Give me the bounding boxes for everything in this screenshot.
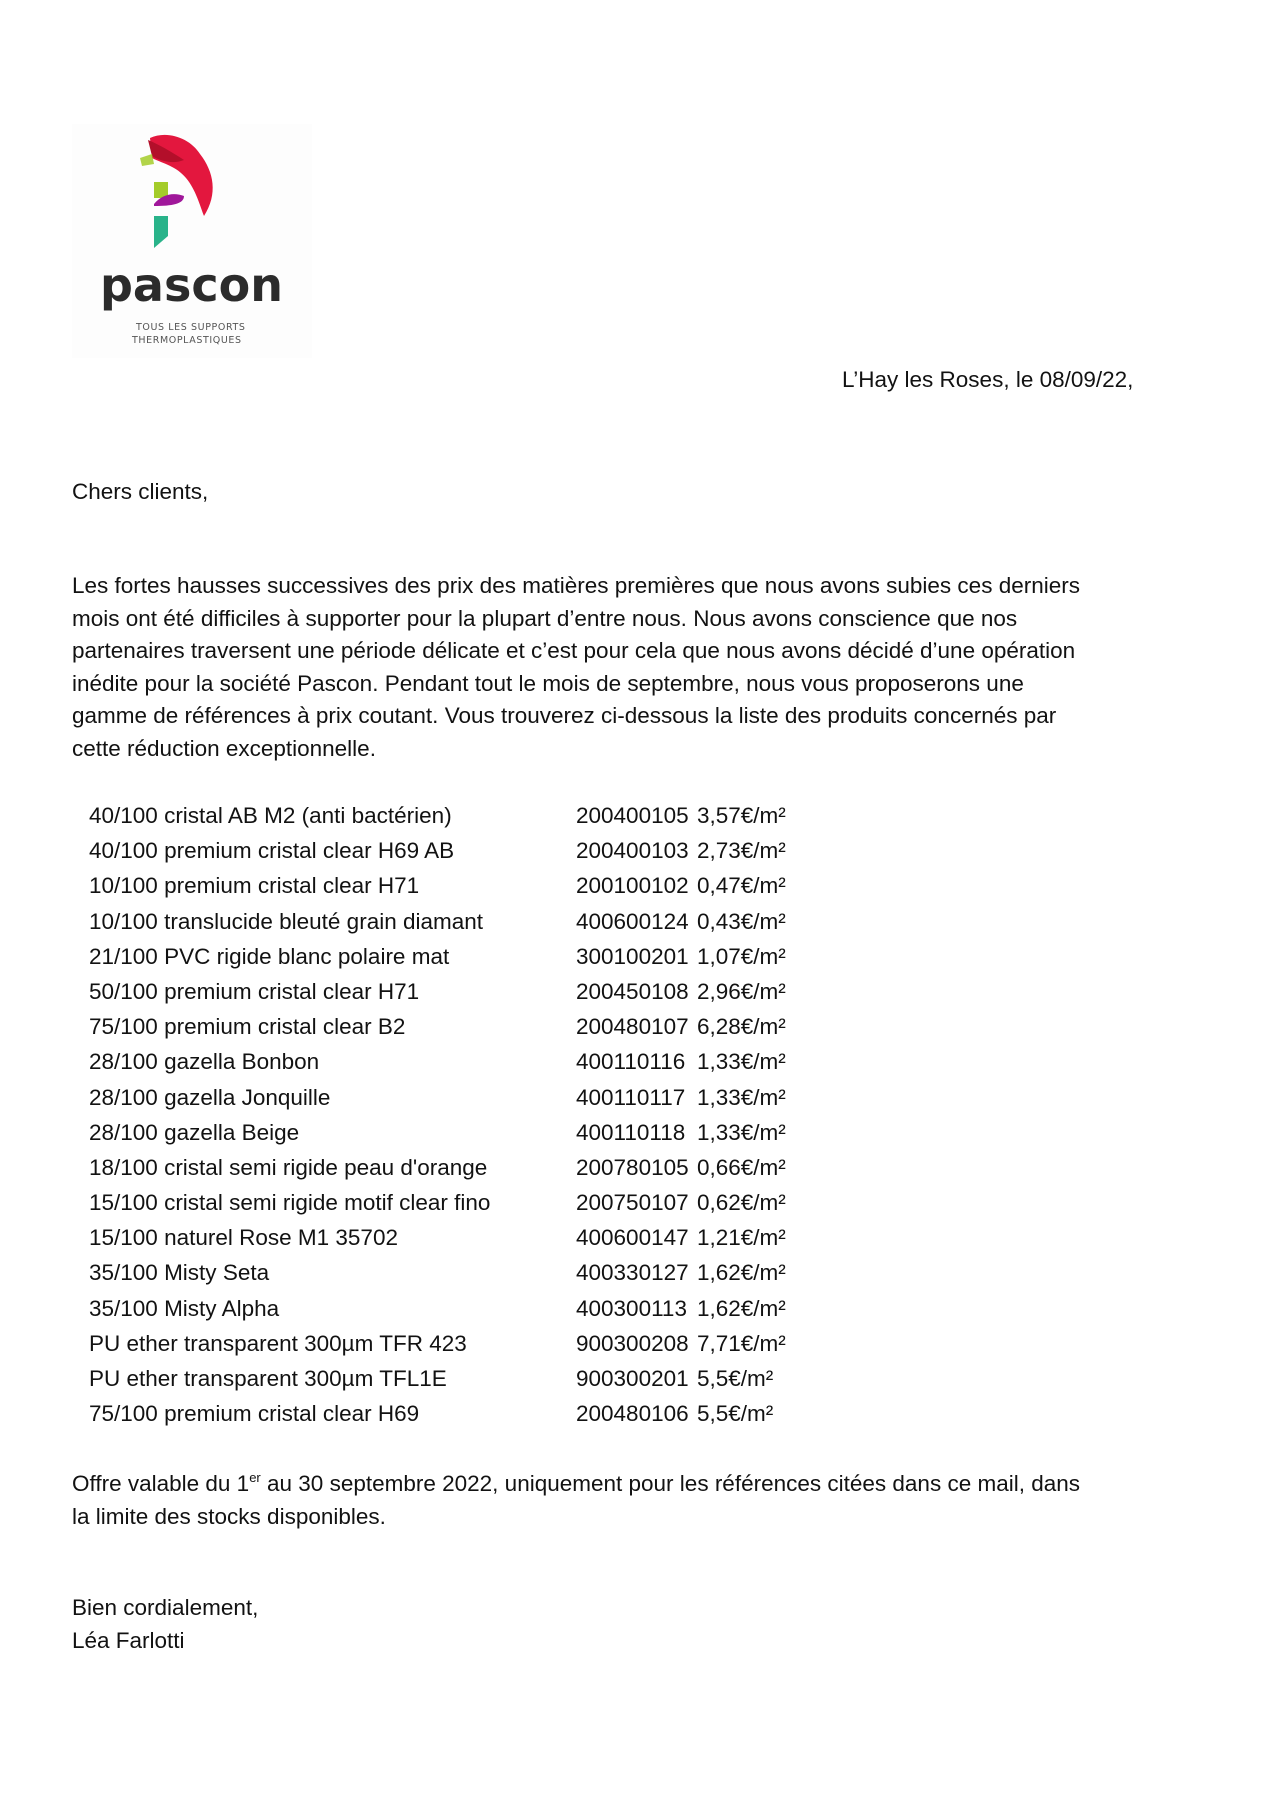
product-price: 2,96€/m² <box>697 978 786 1004</box>
offer-line-2: la limite des stocks disponibles. <box>72 1503 386 1529</box>
product-ref: 200400105 <box>576 803 689 828</box>
product-name: 28/100 gazella Beige <box>89 1119 300 1145</box>
product-price: 7,71€/m² <box>697 1330 786 1356</box>
product-ref: 300100201 <box>576 943 689 969</box>
product-ref: 200780105 <box>576 1154 689 1180</box>
product-name: PU ether transparent 300µm TFR 423 <box>89 1330 467 1356</box>
salutation: Bien cordialement, <box>72 1595 259 1620</box>
product-name: 15/100 cristal semi rigide motif clear fino <box>89 1190 491 1216</box>
product-name: 21/100 PVC rigide blanc polaire mat <box>89 943 450 969</box>
product-price: 0,43€/m² <box>697 908 786 934</box>
product-ref: 400110118 <box>576 1119 686 1145</box>
product-price: 5,5€/m² <box>697 1401 774 1427</box>
intro-line: mois ont été difficiles à supporter pour la plupart d’entre nous. Nous avons conscience que nos <box>72 605 1018 631</box>
offer-paragraph <box>72 1468 1080 1533</box>
product-price: 1,33€/m² <box>697 1084 786 1110</box>
product-ref: 400300113 <box>576 1295 687 1321</box>
logo-wordmark: pascon <box>100 258 283 312</box>
logo-tagline-line1: TOUS LES SUPPORTS <box>136 322 246 333</box>
product-name: 75/100 premium cristal clear B2 <box>89 1014 406 1040</box>
product-name: 35/100 Misty Seta <box>89 1260 270 1286</box>
place-date: L’Hay les Roses, le 08/09/22, <box>842 367 1134 392</box>
product-ref: 200100102 <box>576 873 689 899</box>
product-name: 18/100 cristal semi rigide peau d'orange <box>89 1154 488 1180</box>
product-ref: 200450108 <box>576 978 689 1004</box>
intro-line: gamme de références à prix coutant. Vous trouverez ci-dessous la liste des produits concernés par <box>72 703 1057 729</box>
product-name: 75/100 premium cristal clear H69 <box>89 1401 420 1427</box>
product-name: 50/100 premium cristal clear H71 <box>89 978 420 1004</box>
product-price: 3,57€/m² <box>697 803 786 828</box>
logo-tagline-line2: THERMOPLASTIQUES <box>132 335 242 346</box>
intro-paragraph <box>72 570 1212 766</box>
intro-line: partenaires traversent une période délicate et c’est pour cela que nous avons décidé d’une opération <box>72 638 1076 664</box>
product-ref: 200400103 <box>576 838 689 864</box>
product-price: 1,07€/m² <box>697 943 786 969</box>
product-name: 28/100 gazella Jonquille <box>89 1084 331 1110</box>
product-ref: 400110116 <box>576 1049 686 1075</box>
product-price: 6,28€/m² <box>697 1014 786 1040</box>
product-price: 1,33€/m² <box>697 1049 786 1075</box>
product-price: 5,5€/m² <box>697 1366 774 1391</box>
product-name: 10/100 translucide bleuté grain diamant <box>89 908 484 934</box>
greeting: Chers clients, <box>72 479 209 504</box>
product-name: PU ether transparent 300µm TFL1E <box>89 1366 447 1391</box>
product-name: 10/100 premium cristal clear H71 <box>89 873 420 899</box>
product-ref: 400600147 <box>576 1225 689 1251</box>
product-ref: 900300208 <box>576 1330 689 1356</box>
product-price: 2,73€/m² <box>697 838 786 864</box>
product-price: 0,47€/m² <box>697 873 786 899</box>
product-ref: 200480106 <box>576 1401 689 1427</box>
intro-line: inédite pour la société Pascon. Pendant tout le mois de septembre, nous vous proposerons une <box>72 670 1024 696</box>
closing-block <box>72 1592 258 1657</box>
product-name: 28/100 gazella Bonbon <box>89 1049 320 1075</box>
product-name: 40/100 premium cristal clear H69 AB <box>89 838 455 864</box>
product-price: 1,21€/m² <box>697 1225 786 1251</box>
product-ref: 900300201 <box>576 1366 689 1391</box>
product-price: 1,33€/m² <box>697 1119 786 1145</box>
product-ref: 200750107 <box>576 1190 689 1216</box>
pascon-logo <box>72 124 312 358</box>
ordinal-superscript: er <box>249 1470 261 1485</box>
offer-line-1 <box>72 1468 1080 1501</box>
product-ref: 400110117 <box>576 1084 686 1110</box>
product-price: 1,62€/m² <box>697 1295 786 1321</box>
product-ref: 400600124 <box>576 908 689 934</box>
product-ref: 400330127 <box>576 1260 689 1286</box>
product-name: 15/100 naturel Rose M1 35702 <box>89 1225 398 1251</box>
offer-text-start: Offre valable du 1 <box>72 1471 250 1496</box>
product-name: 35/100 Misty Alpha <box>89 1295 280 1321</box>
intro-line: cette réduction exceptionnelle. <box>72 735 376 761</box>
product-price: 0,62€/m² <box>697 1190 786 1216</box>
product-ref: 200480107 <box>576 1014 689 1040</box>
signature: Léa Farlotti <box>72 1627 185 1653</box>
product-price: 1,62€/m² <box>697 1260 786 1286</box>
intro-line: Les fortes hausses successives des prix des matières premières que nous avons subies ces derniers <box>72 573 1080 598</box>
offer-text-end: au 30 septembre 2022, uniquement pour les références citées dans ce mail, dans <box>260 1471 1081 1496</box>
product-name: 40/100 cristal AB M2 (anti bactérien) <box>89 803 452 828</box>
product-price: 0,66€/m² <box>697 1154 786 1180</box>
